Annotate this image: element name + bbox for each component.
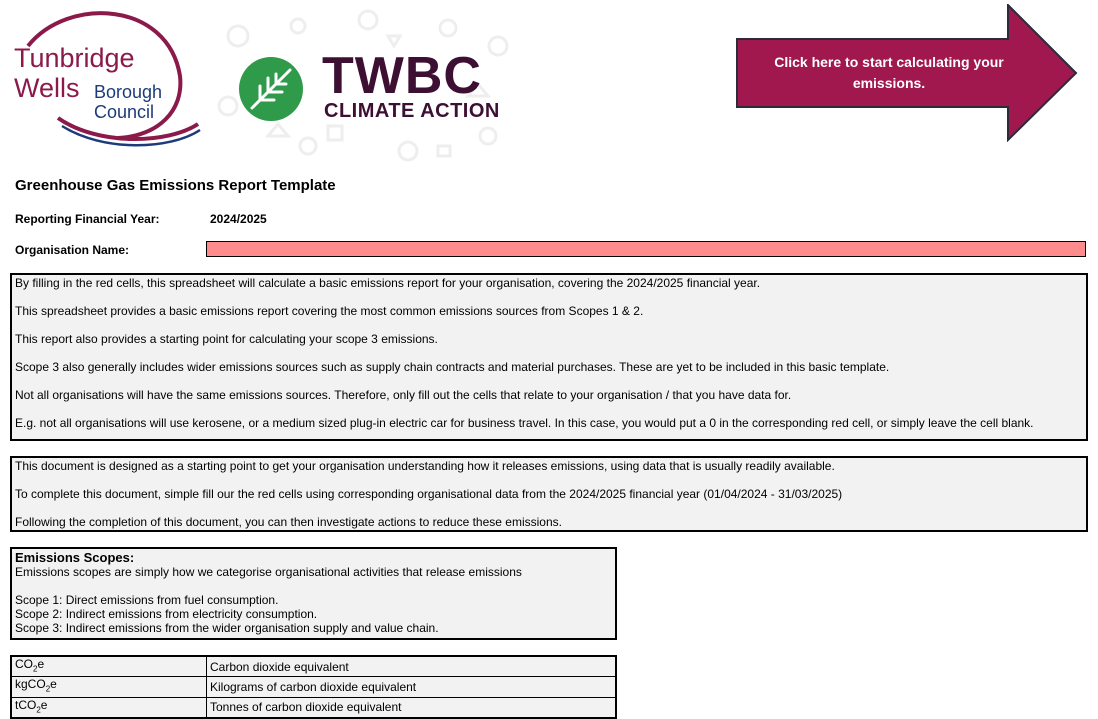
twbc-wordmark: TWBC [322, 47, 482, 105]
organisation-name-input[interactable] [206, 241, 1086, 257]
purpose-line: Following the completion of this document, you can then investigate actions to reduce these emissions. [15, 515, 562, 529]
instruction-line: This report also provides a starting point for calculating your scope 3 emissions. [15, 332, 438, 346]
start-button-label-line2: emissions. [852, 75, 926, 91]
instruction-line: By filling in the red cells, this spreadsheet will calculate a basic emissions report for your organisation, covering the 2024/2025 financial year. [15, 276, 761, 290]
unit-abbreviation: $CO_2e$ [11, 656, 207, 677]
leaf-icon [238, 56, 304, 122]
scope-2-text: Scope 2: Indirect emissions from electricity consumption. [15, 607, 318, 621]
instructions-box [10, 273, 1088, 441]
scopes-intro: Emissions scopes are simply how we categorise organisational activities that release emissions [15, 565, 522, 579]
table-row [11, 697, 616, 718]
council-logo-line3: Borough [94, 82, 163, 102]
instruction-line: E.g. not all organisations will use kerosene, or a medium sized plug-in electric car for business travel. In this case, you would put a 0 in the corresponding red cell, or simply leave the cell blank. [15, 416, 1034, 430]
instruction-line: This spreadsheet provides a basic emissions report covering the most common emissions sources from Scopes 1 & 2. [15, 304, 644, 318]
units-definitions-table [10, 655, 617, 719]
start-calculating-button[interactable] [736, 4, 1078, 142]
emissions-scopes-box [10, 547, 617, 640]
reporting-year-label: Reporting Financial Year: [15, 212, 160, 226]
purpose-line: This document is designed as a starting point to get your organisation understanding how it releases emissions, using data that is usually readily available. [15, 459, 835, 473]
climate-action-wordmark: CLIMATE ACTION [324, 100, 500, 122]
page-title: Greenhouse Gas Emissions Report Template [15, 177, 336, 194]
purpose-line: To complete this document, simple fill our the red cells using corresponding organisational data from the 2024/2025 financial year (01/04/2024 - 31/03/2025) [15, 487, 843, 501]
organisation-name-label: Organisation Name: [15, 243, 130, 257]
council-logo [8, 6, 208, 156]
reporting-year-value: 2024/2025 [210, 212, 267, 226]
unit-meaning: Carbon dioxide equivalent [207, 656, 617, 677]
council-logo-line4: Council [94, 102, 155, 122]
instruction-line: Scope 3 also generally includes wider emissions sources such as supply chain contracts and material purchases. These are yet to be included in this basic template. [15, 360, 890, 374]
scopes-heading: Emissions Scopes: [15, 550, 135, 565]
unit-meaning: Tonnes of carbon dioxide equivalent [207, 697, 617, 718]
table-row [11, 677, 616, 697]
table-row [11, 656, 616, 677]
instruction-line: Not all organisations will have the same emissions sources. Therefore, only fill out the cells that relate to your organisation / that you have data for. [15, 388, 792, 402]
council-logo-line2: Wells [14, 73, 80, 103]
purpose-box [10, 456, 1088, 532]
start-button-label-line1: Click here to start calculating your [774, 54, 1004, 70]
scope-3-text: Scope 3: Indirect emissions from the wider organisation supply and value chain. [15, 621, 439, 635]
council-logo-line1: Tunbridge [14, 43, 135, 73]
unit-abbreviation: tCO$_2$e [11, 697, 207, 718]
unit-abbreviation: kgCO$_2$e [11, 677, 207, 697]
unit-meaning: Kilograms of carbon dioxide equivalent [207, 677, 617, 697]
scope-1-text: Scope 1: Direct emissions from fuel consumption. [15, 593, 279, 607]
start-button-label [750, 52, 1028, 94]
